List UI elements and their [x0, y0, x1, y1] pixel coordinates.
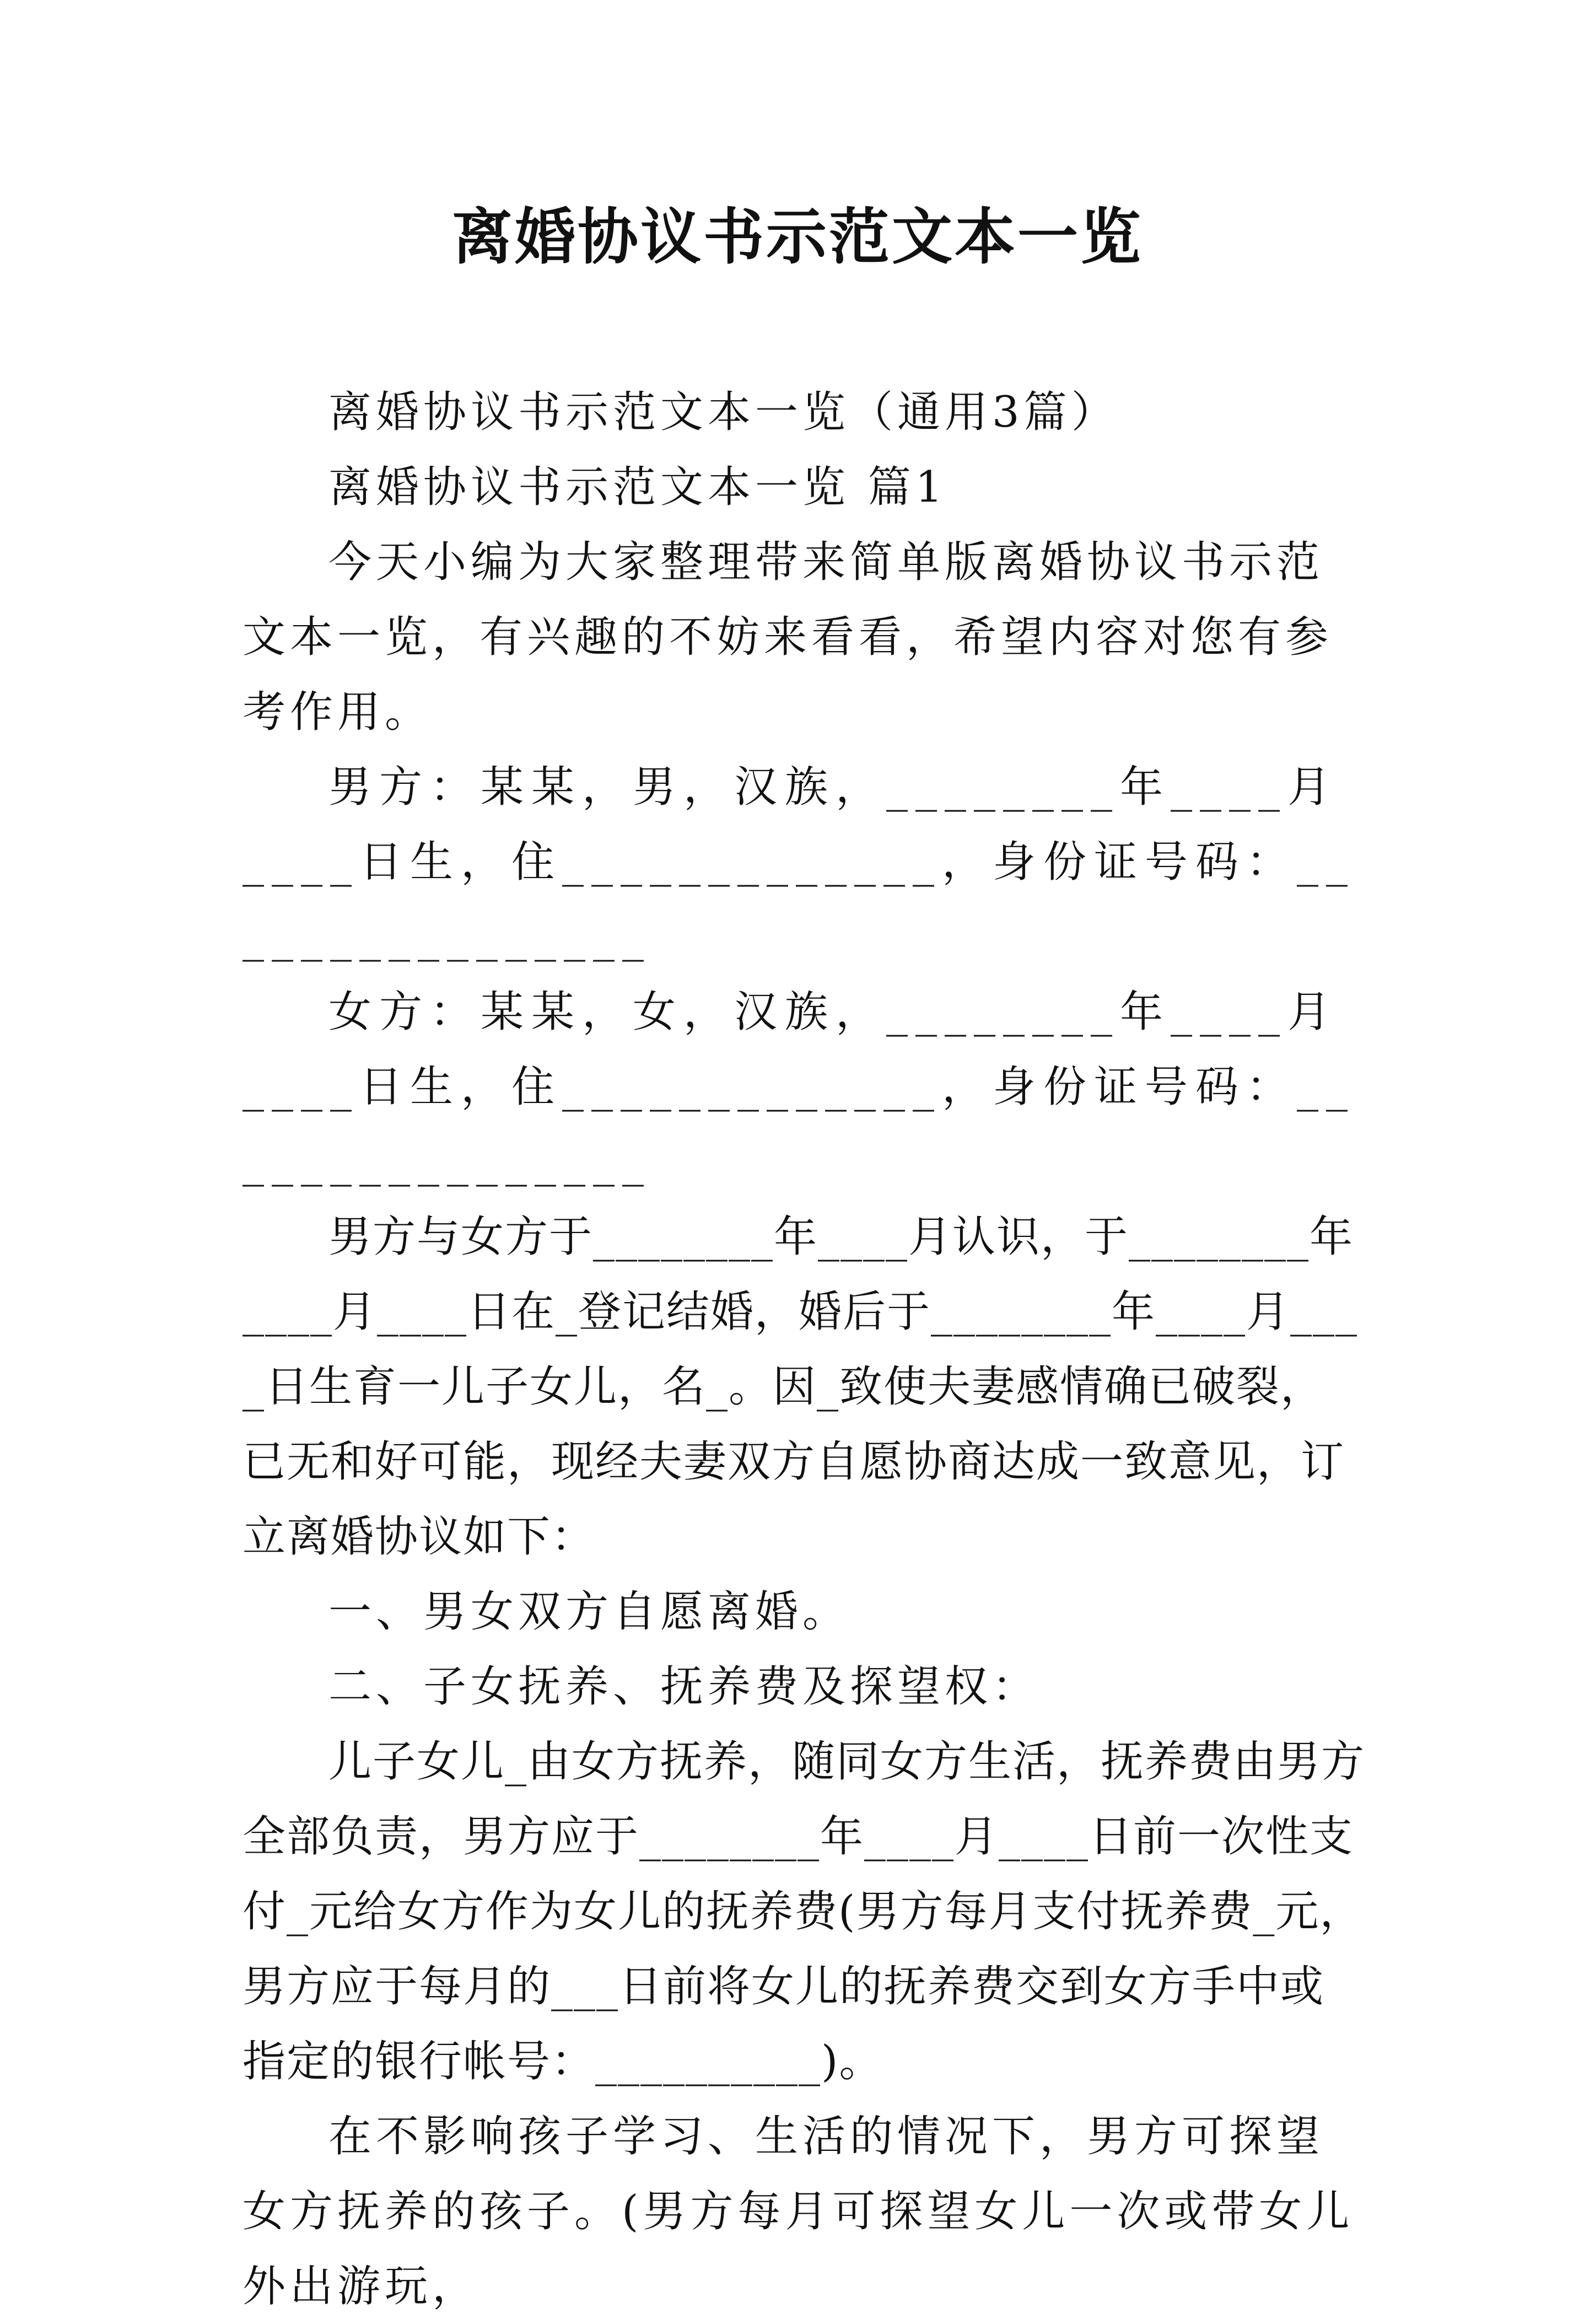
document-title: 离婚协议书示范文本一览: [452, 201, 1143, 272]
paragraph-female-party: 女方：某某，女，汉族，________年____月____日生，住_____________，身份证号码：________________: [243, 987, 1356, 1187]
paragraph-intro: 今天小编为大家整理带来简单版离婚协议书示范文本一览，有兴趣的不妨来看看，希望内容对您有参考作用。: [243, 537, 1333, 737]
paragraph-subtitle: 离婚协议书示范文本一览（通用3篇）: [328, 388, 1119, 437]
paragraph-section-heading: 离婚协议书示范文本一览 篇1: [328, 462, 947, 512]
paragraph-clause-1: 一、男女双方自愿离婚。: [328, 1587, 850, 1637]
paragraph-child-support: 儿子女儿_由女方抚养，随同女方生活，抚养费由男方全部负责，男方应于________年____月____日前一次性支付_元给女方作为女儿的抚养费(男方每月支付抚养费_元，男方应于每月的___日前将女儿的抚养费交到女方手中或指定的银行帐号：__________)。: [243, 1737, 1366, 2086]
paragraph-visitation: 在不影响孩子学习、生活的情况下，男方可探望女方抚养的孩子。(男方每月可探望女儿一次或带女儿外出游玩，: [243, 2112, 1354, 2311]
paragraph-male-party: 男方：某某，男，汉族，________年____月____日生，住_____________，身份证号码：________________: [243, 762, 1356, 962]
document-body: [243, 375, 1367, 2324]
paragraph-marriage-info: 男方与女方于________年____月认识，于________年____月____日在_登记结婚，婚后于________年____月____日生育一儿子女儿，名_。因_致使夫妻感情确已破裂，已无和好可能，现经夫妻双方自愿协商达成一致意见，订立离婚协议如下：: [243, 1212, 1359, 1562]
paragraph-clause-2-heading: 二、子女抚养、抚养费及探望权：: [328, 1662, 1040, 1712]
